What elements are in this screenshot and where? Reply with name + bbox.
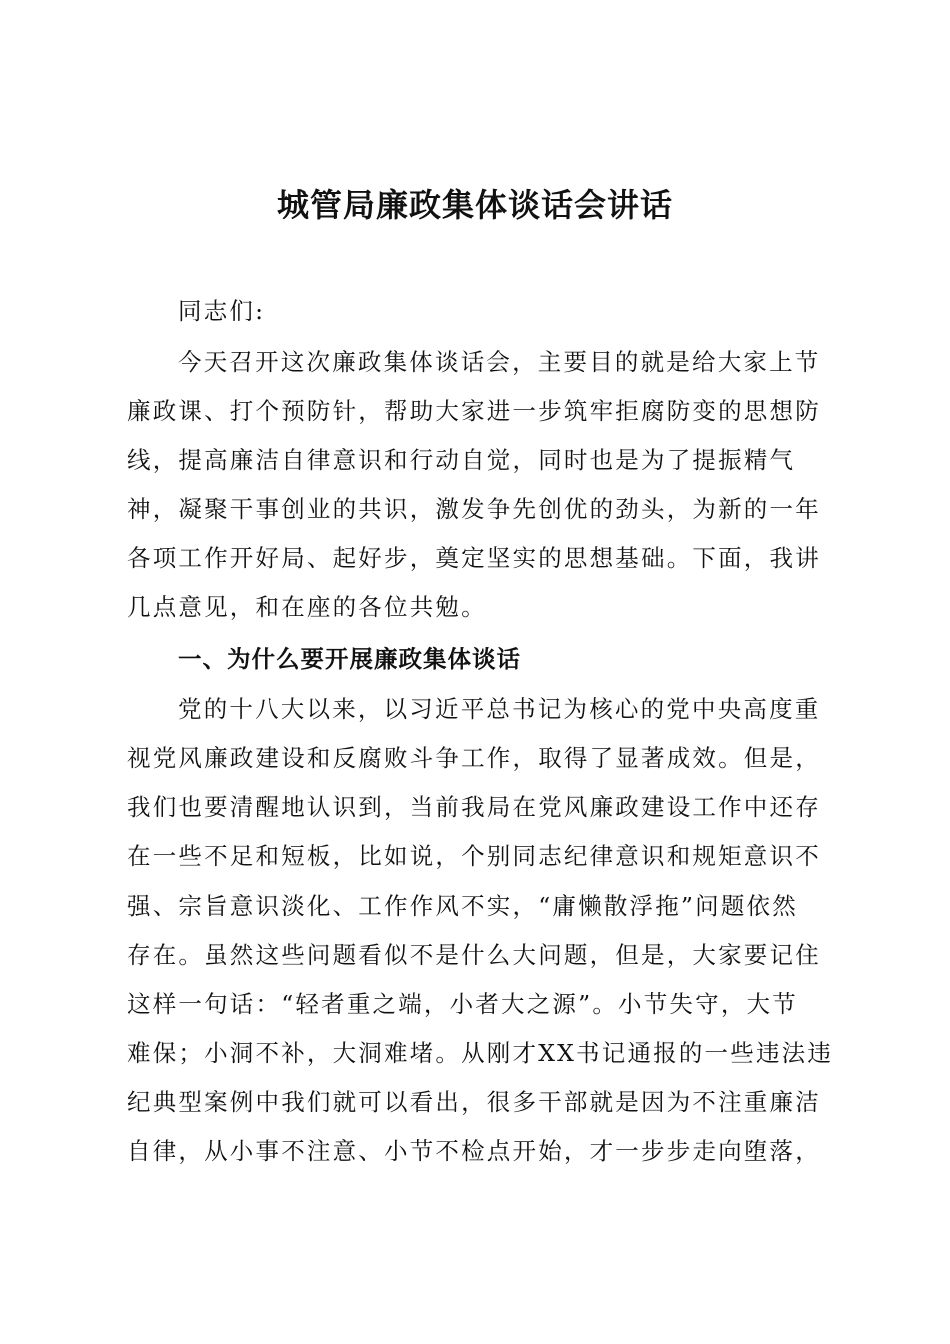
- paragraph-line: 各项工作开好局、起好步，奠定坚实的思想基础。下面，我讲: [127, 544, 821, 572]
- paragraph-line: 党的十八大以来，以习近平总书记为核心的党中央高度重: [178, 695, 821, 723]
- paragraph-line: 纪典型案例中我们就可以看出，很多干部就是因为不注重廉洁: [127, 1088, 821, 1116]
- paragraph-line: 视党风廉政建设和反腐败斗争工作，取得了显著成效。但是，: [127, 744, 821, 772]
- salutation: 同志们:: [178, 297, 266, 325]
- paragraph-line: 强、宗旨意识淡化、工作作风不实，“庸懒散浮拖”问题依然: [127, 892, 798, 920]
- paragraph-line: 线，提高廉洁自律意识和行动自觉，同时也是为了提振精气: [127, 446, 796, 474]
- paragraph-line: 神，凝聚干事创业的共识，激发争先创优的劲头，为新的一年: [127, 495, 821, 523]
- paragraph-line: 廉政课、打个预防针，帮助大家进一步筑牢拒腐防变的思想防: [127, 397, 821, 425]
- paragraph-line: 几点意见，和在座的各位共勉。: [127, 593, 487, 621]
- paragraph-line: 存在。虽然这些问题看似不是什么大问题，但是，大家要记住: [127, 941, 821, 969]
- section-heading: 一、为什么要开展廉政集体谈话: [178, 645, 521, 673]
- paragraph-line: 我们也要清醒地认识到，当前我局在党风廉政建设工作中还存: [127, 793, 821, 821]
- paragraph-line: 今天召开这次廉政集体谈话会，主要目的就是给大家上节: [178, 348, 821, 376]
- paragraph-line: 这样一句话：“轻者重之端，小者大之源”。小节失守，大节: [127, 990, 798, 1018]
- document-title: 城管局廉政集体谈话会讲话: [276, 186, 673, 224]
- paragraph-line: 自律，从小事不注意、小节不检点开始，才一步步走向堕落，: [127, 1137, 821, 1165]
- paragraph-line: 在一些不足和短板，比如说，个别同志纪律意识和规矩意识不: [127, 842, 821, 870]
- paragraph-line: 难保；小洞不补，大洞难堵。从刚才XX书记通报的一些违法违: [127, 1039, 834, 1067]
